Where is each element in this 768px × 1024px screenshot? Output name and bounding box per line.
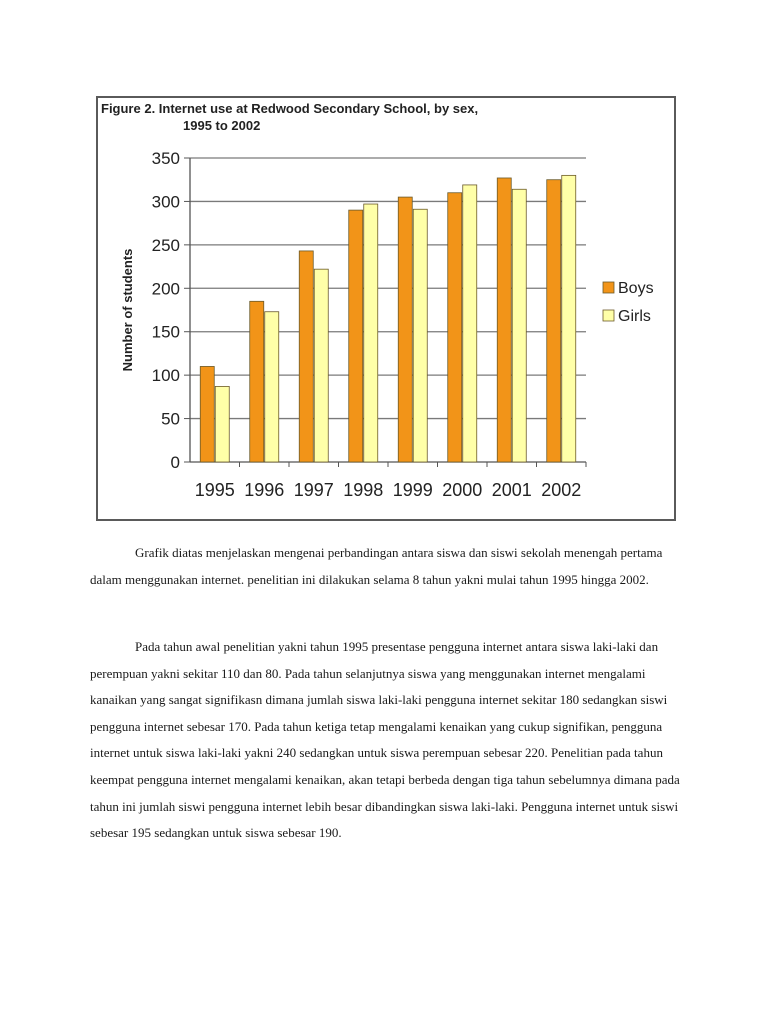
- y-axis-label: Number of students: [120, 248, 135, 372]
- x-tick-label: 1995: [194, 480, 235, 500]
- x-tick-label: 1997: [293, 480, 334, 500]
- bar-boys-2000: [448, 193, 462, 462]
- legend-swatch-boys: [603, 282, 614, 293]
- paragraph-2: Pada tahun awal penelitian yakni tahun 1995 presentase pengguna internet antara siswa laki-laki dan perempuan yakni sekitar 110 dan 80. Pada tahun selanjutnya siswa yang menggunakan internet mengalami kanaikan yang sangat signifikasn dimana jumlah siswa laki-laki pengguna internet sekitar 180 sedangkan siswi pengguna internet sebesar 170. Pada tahun ketiga tetap mengalami kenaikan yang cukup signifikan, pengguna internet untuk siswa laki-laki yakni 240 sedangkan untuk siswa perempuan sebesar 220. Penelitian pada tahun keempat pengguna internet mengalami kenaikan, akan tetapi berbeda dengan tiga tahun sebelumnya dimana pada tahun ini jumlah siswi pengguna internet lebih besar dibandingkan siswa laki-laki. Pengguna internet untuk siswi sebesar 195 sedangkan untuk siswa sebesar 190.: [90, 639, 680, 841]
- bar-boys-1998: [349, 210, 363, 462]
- bar-girls-1999: [413, 209, 427, 462]
- paragraph-1: Grafik diatas menjelaskan mengenai perbandingan antara siswa dan siswi sekolah menengah pertama dalam menggunakan internet. penelitian ini dilakukan selama 8 tahun yakni mulai tahun 1995 hingga 2002.: [90, 545, 663, 587]
- bar-boys-1995: [200, 366, 214, 462]
- x-tick-label: 2002: [541, 480, 582, 500]
- chart-title-line-2: 1995 to 2002: [183, 118, 261, 133]
- bar-boys-2002: [547, 180, 561, 462]
- x-tick-label: 1998: [343, 480, 384, 500]
- bar-boys-2001: [497, 178, 511, 462]
- y-tick-label: 50: [161, 409, 180, 429]
- y-tick-label: 200: [151, 279, 180, 299]
- bar-girls-1998: [364, 204, 378, 462]
- bar-boys-1997: [299, 251, 313, 462]
- legend-swatch-girls: [603, 310, 614, 321]
- bar-chart: [98, 98, 674, 519]
- bar-boys-1999: [398, 197, 412, 462]
- x-tick-label: 2000: [442, 480, 483, 500]
- bar-boys-1996: [250, 301, 264, 462]
- bar-girls-2001: [512, 189, 526, 462]
- y-tick-label: 350: [151, 149, 180, 168]
- y-tick-label: 0: [170, 453, 180, 472]
- bar-girls-1997: [314, 269, 328, 462]
- bar-girls-1996: [265, 312, 279, 462]
- bar-girls-1995: [215, 386, 229, 462]
- y-tick-label: 100: [151, 366, 180, 386]
- chart-figure: [96, 96, 676, 521]
- bar-girls-2002: [562, 175, 576, 462]
- y-tick-label: 250: [151, 235, 180, 255]
- paragraph-2-container: [90, 634, 680, 847]
- x-tick-label: 1999: [392, 480, 433, 500]
- x-tick-label: 1996: [244, 480, 285, 500]
- chart-title-line-1: Figure 2. Internet use at Redwood Secondary School, by sex,: [101, 101, 479, 116]
- legend-label-girls: Girls: [618, 308, 651, 325]
- legend-label-boys: Boys: [618, 280, 654, 297]
- paragraph-1-container: [90, 540, 680, 593]
- y-tick-label: 300: [151, 192, 180, 212]
- x-tick-label: 2001: [491, 480, 532, 500]
- bar-girls-2000: [463, 185, 477, 462]
- y-tick-label: 150: [151, 322, 180, 342]
